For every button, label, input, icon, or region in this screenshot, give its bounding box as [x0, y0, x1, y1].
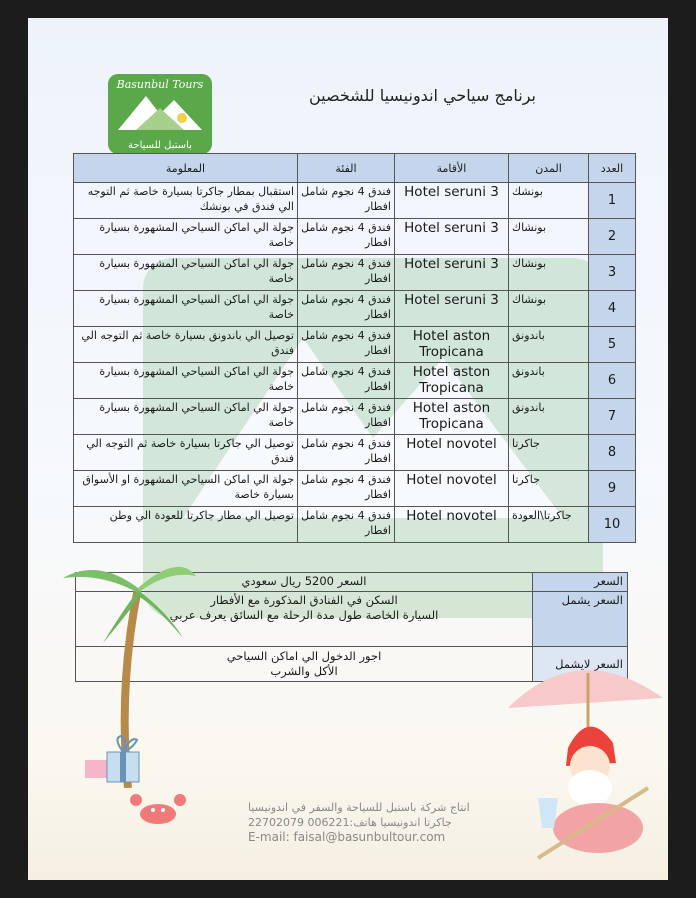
row-number: 9 [589, 471, 636, 507]
row-city: بونشاك [509, 255, 589, 291]
header-city: المدن [509, 154, 589, 183]
company-logo [108, 68, 212, 156]
header-category: الفئة [298, 154, 395, 183]
table-row [74, 291, 636, 327]
header-info: المعلومة [74, 154, 298, 183]
includes-line-1: السكن في الفنادق المذكورة مع الأفطار [210, 593, 398, 607]
table-row [74, 435, 636, 471]
svg-text:باستبل للسياحة: باستبل للسياحة [128, 140, 192, 151]
row-info: توصيل الي باندونق بسيارة خاصة ثم التوجه الي فندق [74, 327, 298, 363]
includes-label: السعر يشمل [533, 592, 628, 647]
row-category: فندق 4 نجوم شامل افطار [298, 327, 395, 363]
row-hotel: Hotel seruni 3 [395, 255, 509, 291]
row-hotel: Hotel seruni 3 [395, 291, 509, 327]
row-city: باندونق [509, 399, 589, 435]
price-value: السعر 5200 ريال سعودي [76, 573, 533, 592]
row-hotel: Hotel seruni 3 [395, 219, 509, 255]
row-hotel: Hotel aston Tropicana [395, 363, 509, 399]
row-city: بونشاك [509, 291, 589, 327]
row-number: 4 [589, 291, 636, 327]
row-city: جاكرتا [509, 435, 589, 471]
row-city: باندونق [509, 327, 589, 363]
document-page [28, 18, 668, 880]
row-info: توصيل الي جاكرتا بسيارة خاصة ثم التوجه الي فندق [74, 435, 298, 471]
row-number: 10 [589, 507, 636, 543]
table-header-row [74, 154, 636, 183]
row-city: بونشاك [509, 219, 589, 255]
svg-text:Basunbul Tours: Basunbul Tours [116, 78, 204, 91]
row-info: جولة الي اماكن السياحي المشهورة بسيارة خاصة [74, 363, 298, 399]
footer-email: E-mail: faisal@basunbultour.com [248, 830, 446, 844]
santa-beach-illustration [498, 648, 668, 868]
row-hotel: Hotel aston Tropicana [395, 327, 509, 363]
row-info: جولة الي اماكن السياحي المشهورة بسيارة خاصة [74, 291, 298, 327]
row-info: جولة الي اماكن السياحي المشهورة بسيارة خاصة [74, 255, 298, 291]
row-hotel: Hotel novotel [395, 507, 509, 543]
table-row [74, 255, 636, 291]
row-hotel: Hotel seruni 3 [395, 183, 509, 219]
table-row [74, 507, 636, 543]
crab-icon [128, 790, 188, 830]
row-number: 2 [589, 219, 636, 255]
table-row [74, 363, 636, 399]
price-label: السعر [533, 573, 628, 592]
row-city: بونشك [509, 183, 589, 219]
row-category: فندق 4 نجوم شامل افطار [298, 183, 395, 219]
row-category: فندق 4 نجوم شامل افطار [298, 435, 395, 471]
includes-line-2: السيارة الخاصة طول مدة الرحلة مع السائق يعرف عربي [169, 608, 439, 622]
gift-box-icon [83, 730, 153, 790]
header-count: العدد [589, 154, 636, 183]
row-hotel: Hotel novotel [395, 435, 509, 471]
row-info: جولة الي اماكن السياحي المشهورة او الأسواق بسيارة خاصة [74, 471, 298, 507]
row-category: فندق 4 نجوم شامل افطار [298, 399, 395, 435]
footer-company: انتاج شركة باستبل للسياحة والسفر في اندونيسيا [248, 801, 470, 814]
row-hotel: Hotel novotel [395, 471, 509, 507]
table-row [74, 219, 636, 255]
page-title: برنامج سياحي اندونيسيا للشخصين [308, 86, 536, 105]
row-info: جولة الي اماكن السياحي المشهورة بسيارة خاصة [74, 219, 298, 255]
row-number: 5 [589, 327, 636, 363]
row-number: 6 [589, 363, 636, 399]
excludes-line-2: الأكل والشرب [270, 664, 338, 678]
table-row [74, 471, 636, 507]
row-info: استقبال بمطار جاكرتا بسيارة خاصة ثم التوجه الي فندق في بونشك [74, 183, 298, 219]
row-category: فندق 4 نجوم شامل افطار [298, 471, 395, 507]
row-number: 3 [589, 255, 636, 291]
row-info: جولة الي اماكن السياحي المشهورة بسيارة خاصة [74, 399, 298, 435]
row-category: فندق 4 نجوم شامل افطار [298, 219, 395, 255]
row-number: 7 [589, 399, 636, 435]
table-row [74, 399, 636, 435]
row-category: فندق 4 نجوم شامل افطار [298, 255, 395, 291]
row-category: فندق 4 نجوم شامل افطار [298, 291, 395, 327]
row-number: 1 [589, 183, 636, 219]
row-hotel: Hotel aston Tropicana [395, 399, 509, 435]
row-city: جاكرتا [509, 471, 589, 507]
header-accommodation: الأقامة [395, 154, 509, 183]
row-category: فندق 4 نجوم شامل افطار [298, 363, 395, 399]
row-city: جاكرتا\العودة [509, 507, 589, 543]
excludes-label: السعر لايشمل [533, 647, 628, 682]
row-number: 8 [589, 435, 636, 471]
company-footer [248, 800, 470, 845]
excludes-line-1: اجور الدخول الي اماكن السياحي [226, 649, 382, 663]
footer-phone: جاكرتا اندونيسيا هاتف:006221 22702079 [248, 816, 452, 829]
row-info: توصيل الي مطار جاكرتا للعودة الي وطن [74, 507, 298, 543]
row-city: باندونق [509, 363, 589, 399]
row-category: فندق 4 نجوم شامل افطار [298, 507, 395, 543]
table-row [74, 327, 636, 363]
table-row [74, 183, 636, 219]
itinerary-table [73, 153, 636, 543]
